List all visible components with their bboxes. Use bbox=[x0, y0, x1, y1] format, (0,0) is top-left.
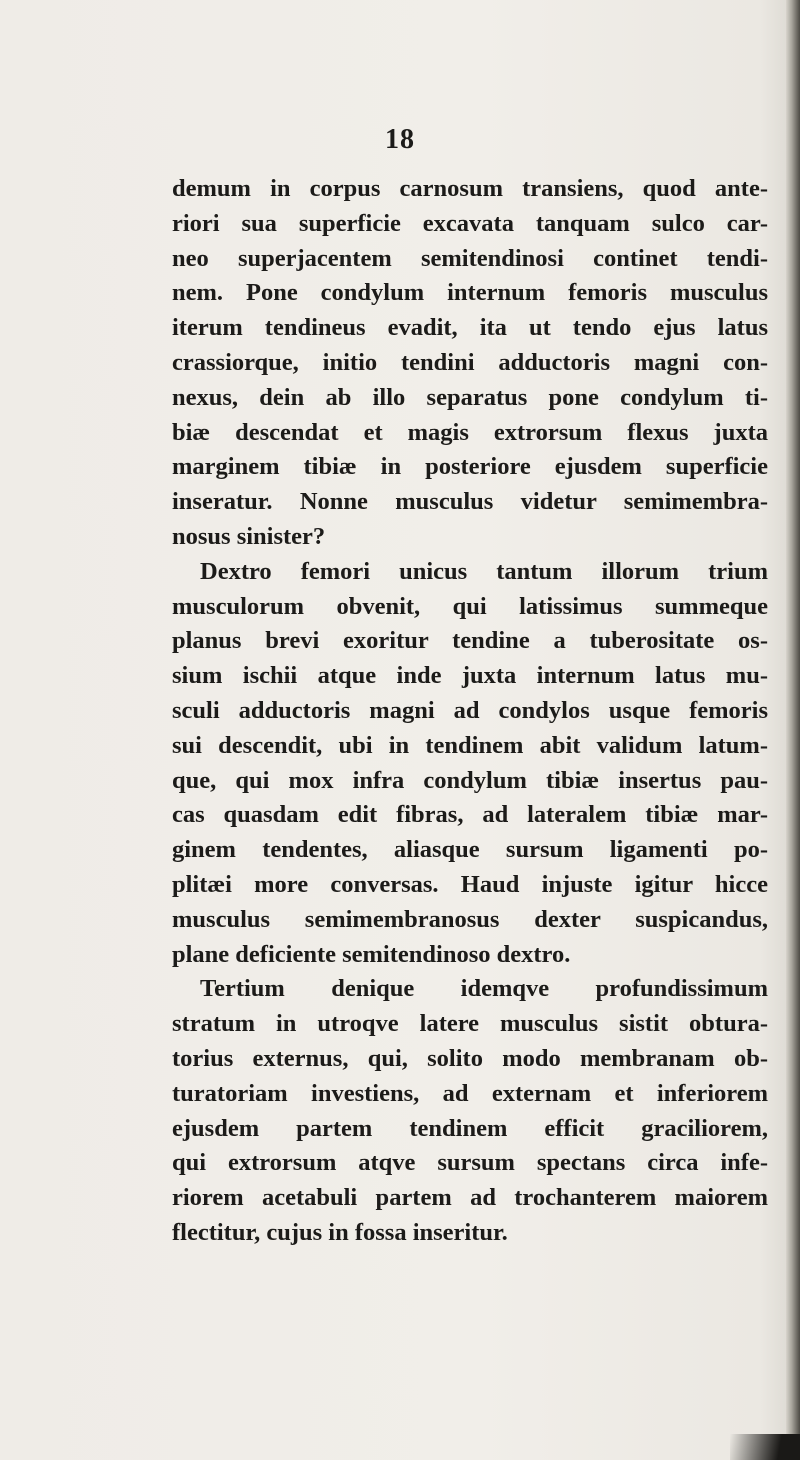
text-line: flectitur, cujus in fossa inseritur. bbox=[172, 1218, 508, 1246]
text-line: turatoriam investiens, ad externam et inferiorem bbox=[172, 1079, 768, 1107]
text-line: nosus sinister? bbox=[172, 522, 326, 550]
text-line: riori sua superficie excavata tanquam sulco car- bbox=[172, 209, 768, 237]
binding-mark bbox=[730, 1434, 800, 1460]
text-line: crassiorque, initio tendini adductoris magni con- bbox=[172, 348, 768, 376]
text-line: iterum tendineus evadit, ita ut tendo ejus latus bbox=[172, 314, 768, 342]
page-number: 18 bbox=[385, 124, 415, 155]
text-line: sui descendit, ubi in tendinem abit validum latum- bbox=[172, 731, 768, 759]
text-line: ginem tendentes, aliasque sursum ligamenti po- bbox=[172, 836, 768, 864]
text-line: cas quasdam edit fibras, ad lateralem tibiæ mar- bbox=[172, 801, 768, 829]
text-line: sculi adductoris magni ad condylos usque femoris bbox=[172, 696, 768, 724]
text-line: torius externus, qui, solito modo membranam ob- bbox=[172, 1044, 768, 1072]
text-line: marginem tibiæ in posteriore ejusdem superficie bbox=[172, 453, 768, 481]
text-line: riorem acetabuli partem ad trochanterem maiorem bbox=[172, 1184, 768, 1212]
text-line: inseratur. Nonne musculus videtur semimembra- bbox=[172, 488, 768, 516]
text-line: qui extrorsum atqve sursum spectans circa infe- bbox=[172, 1149, 768, 1177]
text-line: musculorum obvenit, qui latissimus summeque bbox=[172, 592, 768, 620]
text-line: biæ descendat et magis extrorsum flexus juxta bbox=[172, 418, 768, 446]
text-line: nexus, dein ab illo separatus pone condylum ti- bbox=[172, 383, 768, 411]
text-line: neo superjacentem semitendinosi continet tendi- bbox=[172, 244, 768, 272]
text-line: plitæi more conversas. Haud injuste igitur hicce bbox=[172, 870, 768, 898]
text-line: que, qui mox infra condylum tibiæ insertus pau- bbox=[172, 766, 768, 794]
text-line: plane deficiente semitendinoso dextro. bbox=[172, 940, 571, 968]
text-line: musculus semimembranosus dexter suspicandus, bbox=[172, 905, 768, 933]
text-line: nem. Pone condylum internum femoris musculus bbox=[172, 279, 768, 307]
text-line: sium ischii atque inde juxta internum latus mu- bbox=[172, 662, 768, 690]
page-edge-shadow bbox=[786, 0, 800, 1460]
text-line: demum in corpus carnosum transiens, quod ante- bbox=[172, 175, 768, 202]
body-text bbox=[172, 172, 768, 1251]
paragraph-start-line: Tertium denique idemqve profundissimum bbox=[200, 975, 768, 1003]
text-line: stratum in utroqve latere musculus sistit obtura- bbox=[172, 1010, 768, 1038]
paragraph-start-line: Dextro femori unicus tantum illorum trium bbox=[200, 557, 768, 585]
text-line: ejusdem partem tendinem efficit graciliorem, bbox=[172, 1114, 768, 1142]
text-line: planus brevi exoritur tendine a tuberositate os- bbox=[172, 627, 768, 655]
